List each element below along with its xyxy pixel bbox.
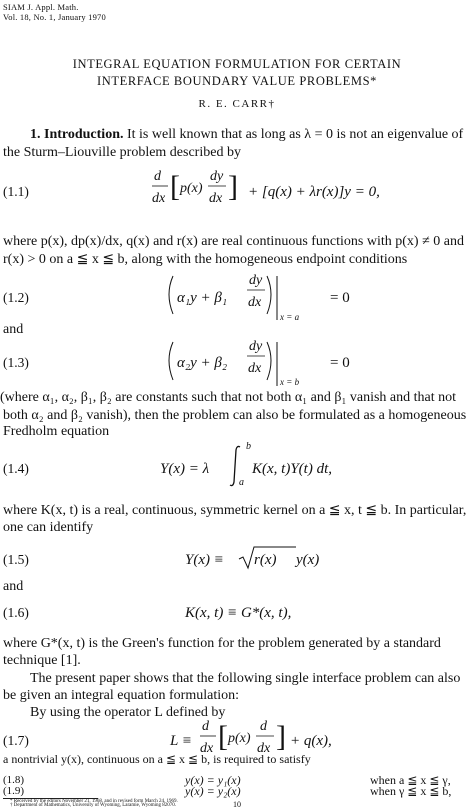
equation-1-4-lhs: Y(x) = λ <box>160 461 210 477</box>
equation-1-4-lower: a <box>239 477 244 488</box>
journal-volume: Vol. 18, No. 1, January 1970 <box>3 12 106 22</box>
equation-1-4-integrand: K(x, t)Y(t) dt, <box>252 461 332 477</box>
footnote-received: * Received by the editors November 21, 1968, and in revised form March 24, 1969. <box>10 799 178 804</box>
equation-1-7-lhs: L ≡ <box>170 733 192 749</box>
eq-number-1-6: (1.6) <box>3 605 29 620</box>
svg-text:dx: dx <box>152 191 166 206</box>
svg-text:dx: dx <box>209 191 223 206</box>
intro-text: It is well known that as long as λ = 0 is not an eigenvalue of <box>126 127 464 142</box>
equation-1-1-tail: + [q(x) + λr(x)]y = 0, <box>248 184 380 200</box>
intro-paragraph-line2: the Sturm–Liouville problem described by <box>3 145 241 160</box>
where4-line1: where G*(x, t) is the Green's function for the problem generated by a standard <box>3 636 441 651</box>
equation-1-9-condition: when γ ≦ x ≦ b, <box>370 784 452 798</box>
svg-text:d: d <box>260 719 267 734</box>
svg-text:dx: dx <box>248 361 262 376</box>
nontrivial-line: a nontrivial y(x), continuous on a ≦ x ≦ b, is required to satisfy <box>3 752 311 766</box>
present-line2: be given an integral equation formulation: <box>3 688 239 703</box>
svg-text:]: ] <box>276 720 286 753</box>
svg-text:]: ] <box>228 170 238 203</box>
where1-line2: r(x) > 0 on a ≦ x ≦ b, along with the homogeneous endpoint conditions <box>3 252 408 267</box>
where4-line2: technique [1]. <box>3 653 81 668</box>
equation-1-5-lhs: Y(x) ≡ <box>185 552 224 568</box>
equation-1-3-expr: α₂y + β₂ <box>177 355 228 371</box>
svg-text:dy: dy <box>249 273 263 288</box>
svg-text:dx: dx <box>257 741 271 756</box>
paper-title-line2: INTERFACE BOUNDARY VALUE PROBLEMS* <box>96 74 378 88</box>
equation-1-3-rhs: = 0 <box>330 355 350 371</box>
equation-1-2-rhs: = 0 <box>330 290 350 306</box>
eq-number-1-1: (1.1) <box>3 184 29 199</box>
equation-1-8: y(x) = y₁(x) <box>185 773 241 787</box>
and-2: and <box>3 579 24 594</box>
journal-name: SIAM J. Appl. Math. <box>3 2 79 12</box>
equation-1-5-root: r(x) <box>254 552 277 568</box>
eq-number-1-5: (1.5) <box>3 552 29 567</box>
page-number: 10 <box>233 800 241 809</box>
equation-1-2-bound: x = a <box>280 312 300 322</box>
svg-text:[: [ <box>218 720 228 753</box>
where3-line2: one can identify <box>3 520 94 535</box>
svg-text:dx: dx <box>248 295 262 310</box>
equation-1-8-condition: when a ≦ x ≦ γ, <box>370 773 451 787</box>
svg-text:dy: dy <box>249 339 263 354</box>
svg-text:d: d <box>154 169 161 184</box>
equation-1-3-bound: x = b <box>280 377 300 387</box>
eq-number-1-8: (1.8) <box>3 774 25 786</box>
where2-line3: Fredholm equation <box>3 424 110 439</box>
intro-paragraph-line1 <box>30 126 463 143</box>
and-1: and <box>3 322 24 337</box>
equation-1-2-expr: α₁y + β₁ <box>177 290 228 306</box>
byusing-line: By using the operator L defined by <box>30 705 226 720</box>
present-line1: The present paper shows that the following single interface problem can also <box>30 671 461 686</box>
svg-text:p(x): p(x) <box>228 731 251 746</box>
svg-text:d: d <box>202 719 209 734</box>
eq-number-1-9: (1.9) <box>3 785 25 797</box>
svg-text:dx: dx <box>200 741 214 756</box>
intro-heading: 1. Introduction. <box>30 127 124 142</box>
eq-number-1-7: (1.7) <box>3 733 29 748</box>
footnote-affiliation: † Department of Mathematics, University of Wyoming, Laramie, Wyoming 82070. <box>10 803 176 808</box>
eq-number-1-4: (1.4) <box>3 461 29 476</box>
where3-line1: where K(x, t) is a real, continuous, symmetric kernel on a ≦ x, t ≦ b. In particular, <box>3 503 467 518</box>
equation-1-9: y(x) = y₂(x) <box>185 784 241 798</box>
equation-1-7-tail: + q(x), <box>290 733 332 749</box>
svg-text:p(x): p(x) <box>180 181 203 196</box>
svg-text:dy: dy <box>210 169 224 184</box>
equation-1-4-upper: b <box>246 441 251 452</box>
equation-1-6: K(x, t) ≡ G*(x, t), <box>185 605 292 621</box>
where2-line2: both α₂ and β₂ vanish), then the problem can also be formulated as a homogeneous <box>3 408 467 423</box>
eq-number-1-2: (1.2) <box>3 290 29 305</box>
where1-line1: where p(x), dp(x)/dx, q(x) and r(x) are real continuous functions with p(x) ≠ 0 and <box>3 234 464 249</box>
equation-1-5-rhs: y(x) <box>296 552 320 568</box>
where2-line1: (where α₁, α₂, β₁, β₂ are constants such that not both α₁ and β₁ vanish and that not <box>0 390 457 405</box>
paper-author: R. E. CARR† <box>198 98 276 110</box>
eq-number-1-3: (1.3) <box>3 355 29 370</box>
paper-title-line1: INTEGRAL EQUATION FORMULATION FOR CERTAIN <box>72 57 402 71</box>
svg-text:[: [ <box>170 170 180 203</box>
